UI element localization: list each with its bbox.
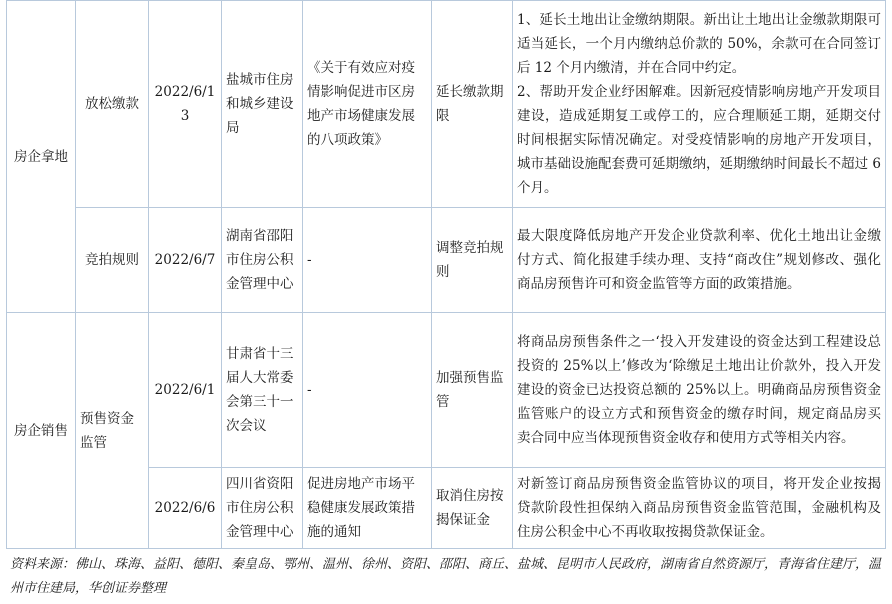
- policy-type-cell: 放松缴款: [76, 1, 149, 208]
- measure-cell: 调整竞拍规则: [432, 208, 513, 313]
- document-cell: -: [303, 208, 432, 313]
- table-row: [7, 208, 886, 313]
- policy-type-cell: 预售资金监管: [76, 313, 149, 549]
- date-cell: 2022/6/7: [149, 208, 222, 313]
- department-cell: 盐城市住房和城乡建设局: [222, 1, 303, 208]
- date-cell: 2022/6/1: [149, 313, 222, 468]
- measure-cell: 取消住房按揭保证金: [432, 468, 513, 549]
- table-row: [7, 313, 886, 468]
- document-cell: 《关于有效应对疫情影响促进市区房地产市场健康发展的八项政策》: [303, 1, 432, 208]
- department-cell: 四川省资阳市住房公积金管理中心: [222, 468, 303, 549]
- department-cell: 甘肃省十三届人大常委会第三十一次会议: [222, 313, 303, 468]
- document-cell: -: [303, 313, 432, 468]
- source-note: 资料来源：佛山、珠海、益阳、德阳、秦皇岛、鄂州、温州、徐州、资阳、邵阳、商丘、盐城、昆明市人民政府，湖南省自然资源厅，青海省住建厅，温州市住建局，华创证券整理: [10, 557, 882, 596]
- date-cell: 2022/6/6: [149, 468, 222, 549]
- policy-table: [6, 0, 886, 549]
- table-row: [7, 1, 886, 208]
- content-paragraph: 1、延长土地出让金缴纳期限。新出让土地出让金缴款期限可适当延长，一个月内缴纳总价款的 50%，余款可在合同签订后 12 个月内缴清，并在合同中约定。: [517, 12, 881, 76]
- category-cell: 房企销售: [7, 313, 76, 549]
- department-cell: 湖南省邵阳市住房公积金管理中心: [222, 208, 303, 313]
- document-cell: 促进房地产市场平稳健康发展政策措施的通知: [303, 468, 432, 549]
- content-cell: 将商品房预售条件之一‘投入开发建设的资金达到工程建设总投资的 25%以上’修改为‘除缴足土地出让价款外，投入开发建设的资金已达投资总额的 25%以上。明确商品房预售资金监管账户的设立方式和预售资金的缴存时间，规定商品房买卖合同中应当体现预售资金收存和使用方式等相关内容。: [513, 313, 886, 468]
- content-cell: [513, 1, 886, 208]
- content-cell: 最大限度降低房地产开发企业贷款利率、优化土地出让金缴付方式、简化报建手续办理、支持“商改住”规划修改、强化商品房预售许可和资金监管等方面的政策措施。: [513, 208, 886, 313]
- measure-cell: 加强预售监管: [432, 313, 513, 468]
- content-cell: 对新签订商品房预售资金监管协议的项目，将开发企业按揭贷款阶段性担保纳入商品房预售资金监管范围，金融机构及住房公积金中心不再收取按揭贷款保证金。: [513, 468, 886, 549]
- policy-type-cell: 竞拍规则: [76, 208, 149, 313]
- measure-cell: 延长缴款期限: [432, 1, 513, 208]
- content-paragraph: 2、帮助开发企业纾困解难。因新冠疫情影响房地产开发项目建设，造成延期复工或停工的，应合理顺延工期，延期交付时间根据实际情况确定。对受疫情影响的房地产开发项目，城市基础设施配套费可延期缴纳，延期缴纳时间最长不超过 6 个月。: [517, 84, 881, 196]
- category-cell: 房企拿地: [7, 1, 76, 313]
- date-cell: 2022/6/13: [149, 1, 222, 208]
